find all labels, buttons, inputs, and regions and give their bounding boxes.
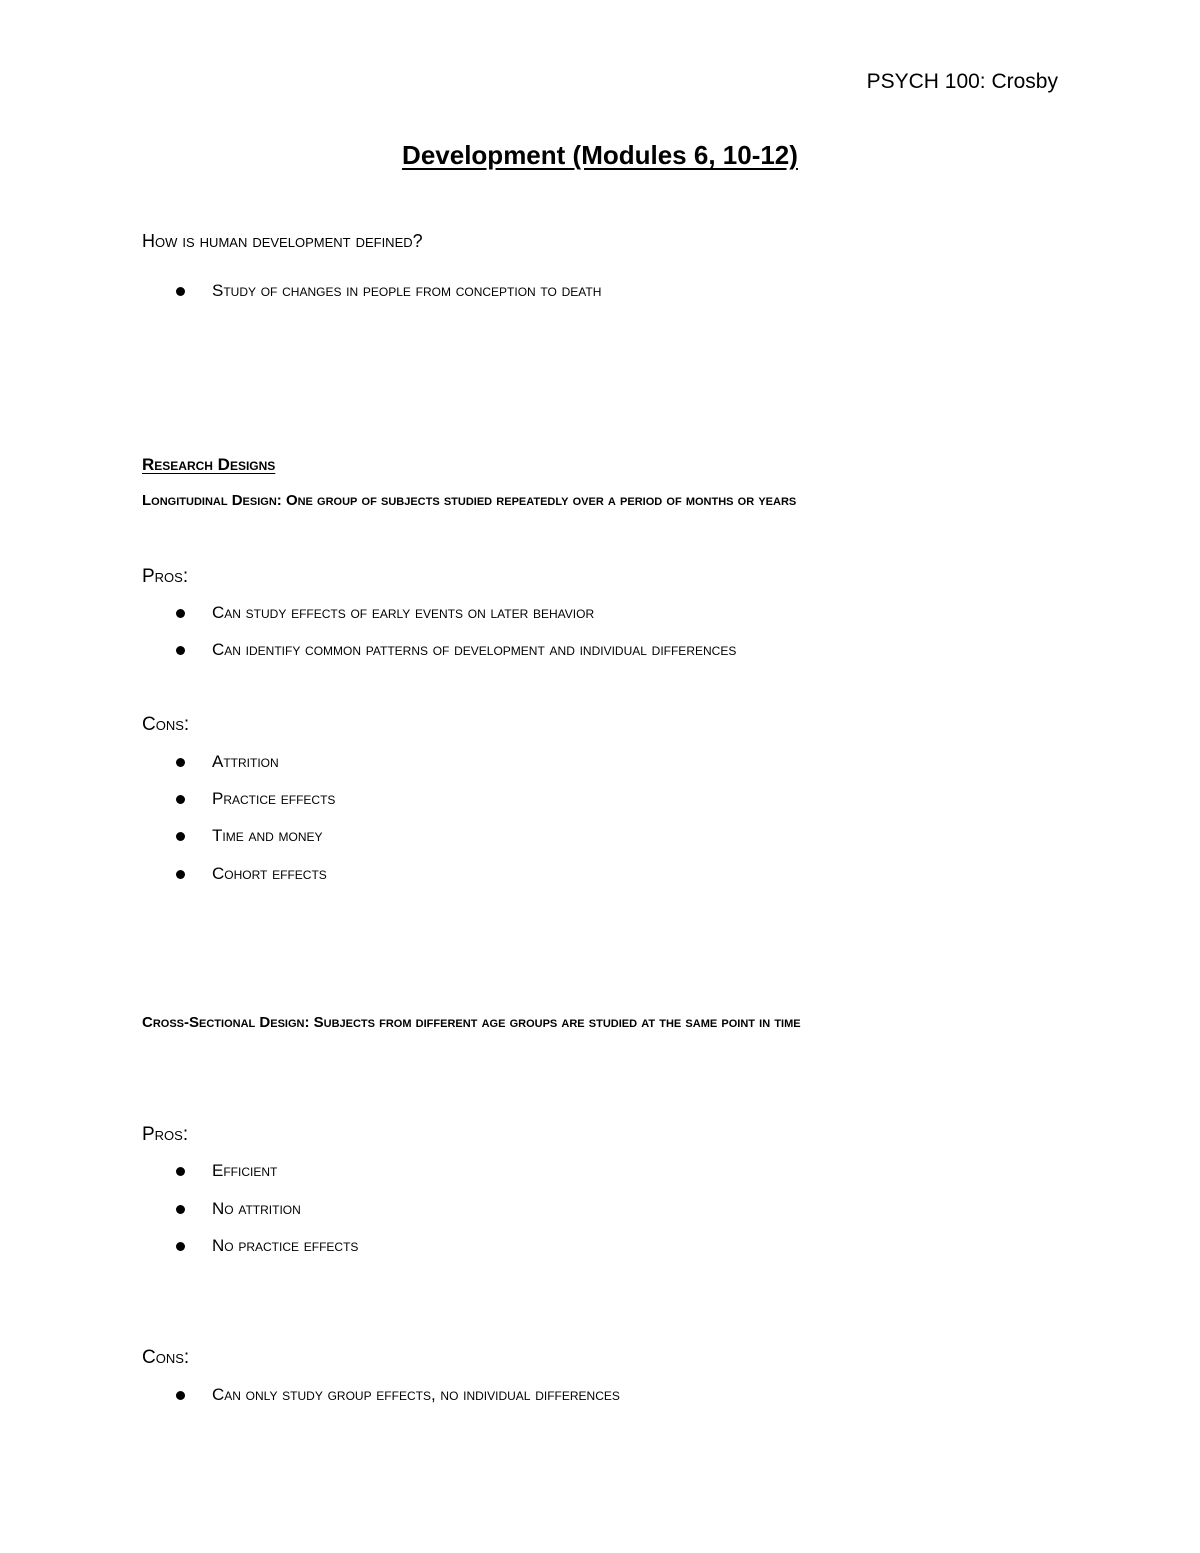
bullet-icon bbox=[176, 795, 185, 804]
bullet-icon bbox=[176, 758, 185, 767]
bullet-icon bbox=[176, 1167, 185, 1176]
longitudinal-pro: Can study effects of early events on later behavior bbox=[212, 603, 595, 622]
bullet-icon bbox=[176, 870, 185, 879]
bullet-icon bbox=[176, 832, 185, 841]
cross-sectional-pro: No practice effects bbox=[212, 1236, 359, 1255]
list-item bbox=[176, 281, 601, 301]
definition-question: How is human development defined? bbox=[142, 231, 423, 251]
list-item bbox=[176, 1161, 277, 1181]
bullet-icon bbox=[176, 1391, 185, 1400]
cross-sectional-pro: No attrition bbox=[212, 1199, 301, 1218]
list-item bbox=[176, 864, 327, 884]
bullet-icon bbox=[176, 1242, 185, 1251]
list-item bbox=[176, 826, 323, 846]
list-item bbox=[176, 789, 335, 809]
longitudinal-con: Cohort effects bbox=[212, 864, 327, 883]
definition-answer: Study of changes in people from conception to death bbox=[212, 281, 602, 300]
list-item bbox=[176, 1199, 301, 1219]
bullet-icon bbox=[176, 287, 185, 296]
cross-sectional-description: Cross-Sectional Design: Subjects from different age groups are studied at the same point in time bbox=[142, 1014, 801, 1031]
cross-sectional-pro: Efficient bbox=[212, 1161, 278, 1180]
longitudinal-cons-label: Cons: bbox=[142, 714, 190, 735]
bullet-icon bbox=[176, 609, 185, 618]
list-item bbox=[176, 752, 279, 772]
list-item bbox=[176, 1236, 358, 1256]
longitudinal-con: Attrition bbox=[212, 752, 279, 771]
bullet-icon bbox=[176, 1205, 185, 1214]
longitudinal-con: Practice effects bbox=[212, 789, 336, 808]
course-header: PSYCH 100: Crosby bbox=[866, 70, 1058, 93]
longitudinal-description: Longitudinal Design: One group of subjects studied repeatedly over a period of months or years bbox=[142, 492, 797, 509]
cross-sectional-con: Can only study group effects, no individual differences bbox=[212, 1385, 620, 1404]
longitudinal-pro: Can identify common patterns of development and individual differences bbox=[212, 640, 737, 659]
cross-sectional-pros-label: Pros: bbox=[142, 1124, 189, 1145]
bullet-icon bbox=[176, 646, 185, 655]
list-item bbox=[176, 640, 736, 660]
list-item bbox=[176, 1385, 620, 1405]
cross-sectional-cons-label: Cons: bbox=[142, 1347, 190, 1368]
list-item bbox=[176, 603, 594, 623]
longitudinal-pros-label: Pros: bbox=[142, 566, 189, 587]
longitudinal-con: Time and money bbox=[212, 826, 323, 845]
section-heading: Research Designs bbox=[142, 455, 276, 474]
page-title: Development (Modules 6, 10-12) bbox=[402, 140, 798, 170]
